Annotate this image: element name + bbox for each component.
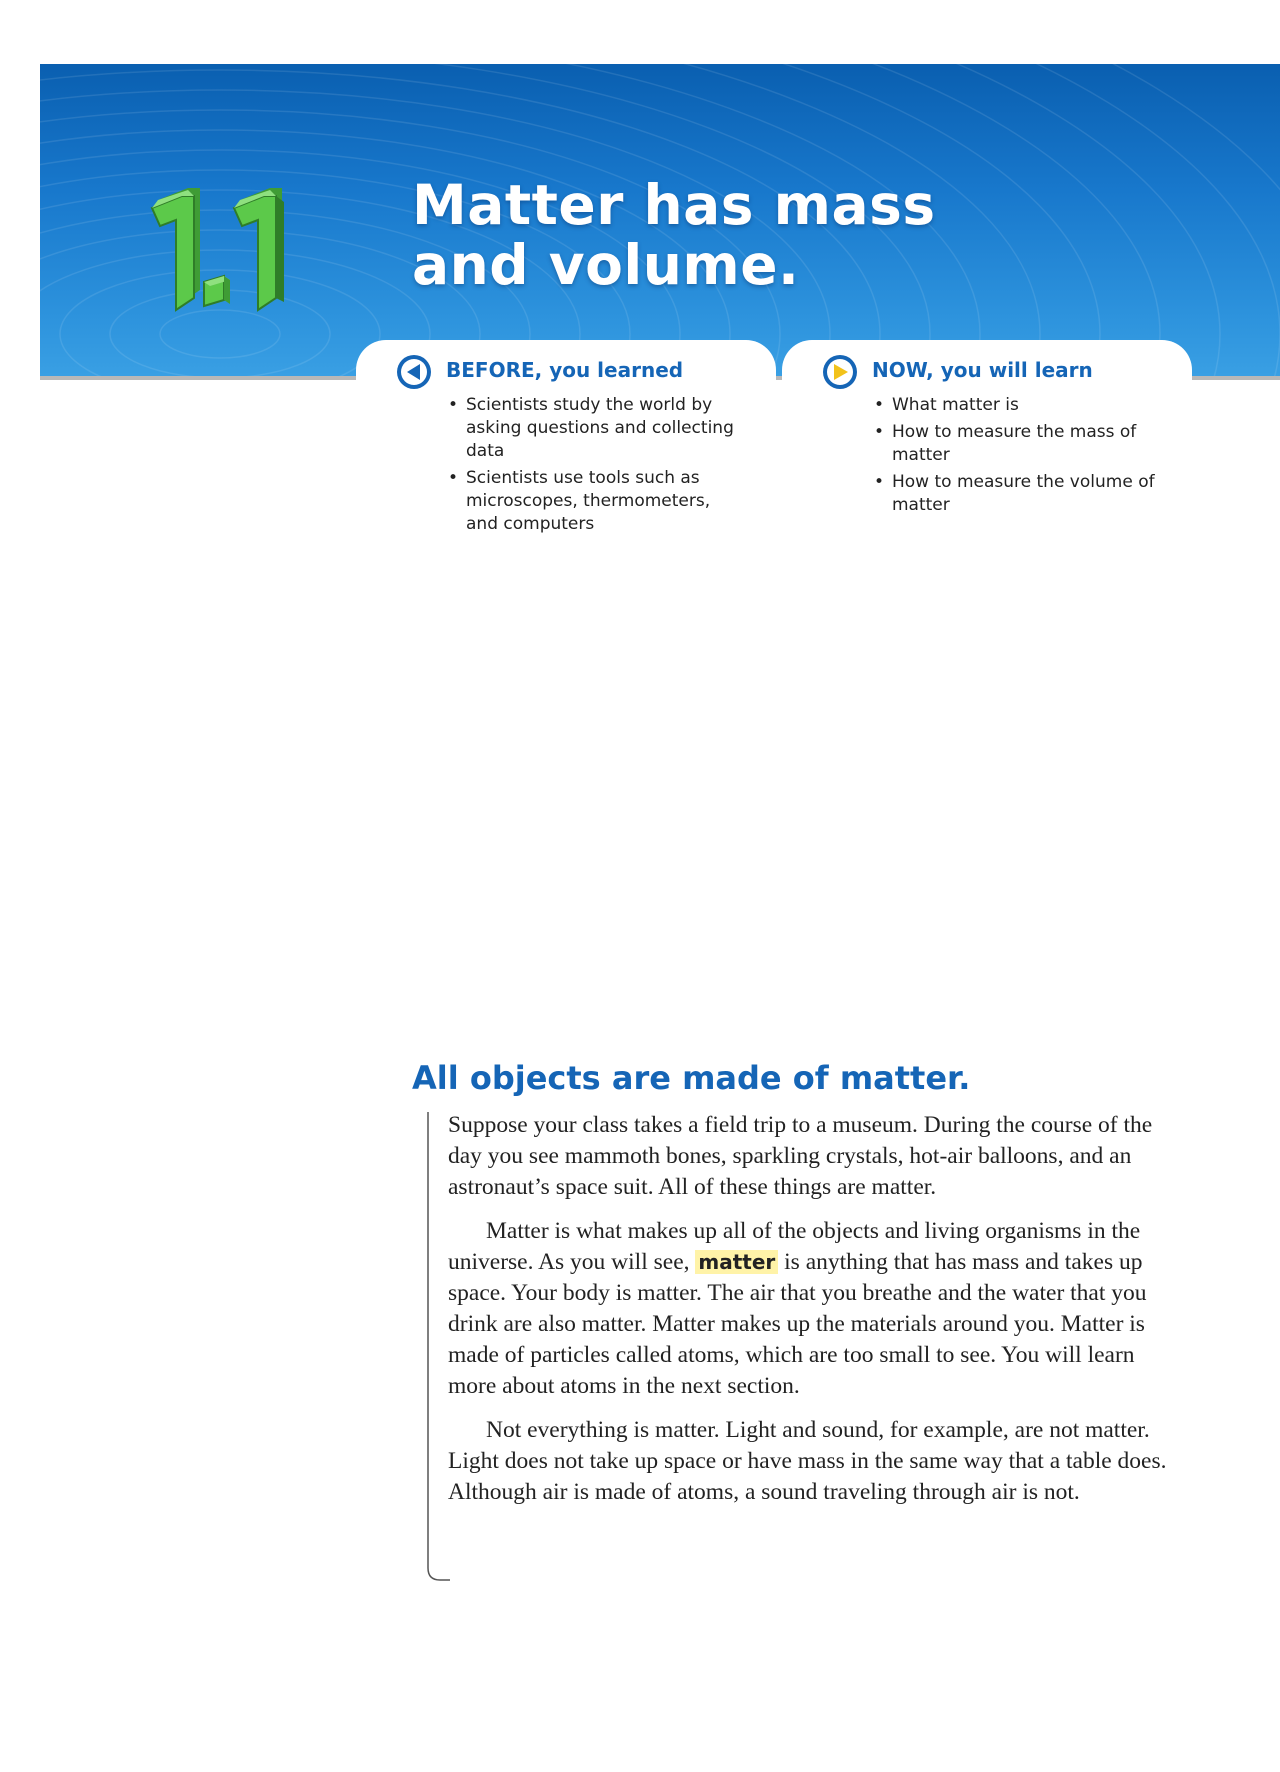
bullet: • <box>448 468 459 488</box>
now-list <box>874 394 1164 521</box>
now-heading-lead: NOW, <box>872 358 934 382</box>
list-item-text: How to measure the volume of matter <box>892 472 1155 515</box>
bullet: • <box>448 395 459 415</box>
bullet: • <box>874 395 885 415</box>
list-item <box>874 394 1164 417</box>
section-heading: All objects are made of matter. <box>412 1059 971 1097</box>
section-number-graphic <box>148 186 308 316</box>
paragraph-3: Not everything is matter. Light and sound, for example, are not matter. Light does not take up space or have mass in the same way that a table does. Although air is made of atoms, a sound traveling through air is not. <box>448 1417 1167 1505</box>
bullet: • <box>874 472 885 492</box>
list-item <box>448 394 738 463</box>
margin-bracket <box>426 1112 450 1582</box>
before-list <box>448 394 738 540</box>
list-item-text: How to measure the mass of matter <box>892 422 1137 465</box>
right-arrow-icon <box>822 354 858 390</box>
now-heading-rest: you will learn <box>933 358 1093 382</box>
title-line-2: and volume. <box>412 233 800 297</box>
list-item <box>448 467 738 536</box>
paragraph-2-end: is anything that has mass and takes up space. Your body is matter. The air that you breathe and the water that you drink are also matter. Matter makes up the materials around you. Matter is made of particles called atoms, which are too small to see. You will learn more about atoms in the next section. <box>448 1249 1147 1399</box>
body-text <box>448 1110 1188 1521</box>
before-heading-rest: you learned <box>542 358 684 382</box>
now-heading <box>872 356 1093 384</box>
bullet: • <box>874 422 885 442</box>
title-line-1: Matter has mass <box>412 173 936 237</box>
list-item <box>874 471 1164 517</box>
list-item-text: What matter is <box>892 395 1019 415</box>
page-title <box>412 175 1012 295</box>
before-heading <box>446 356 683 384</box>
paragraph-1: Suppose your class takes a field trip to a museum. During the course of the day you see mammoth bones, sparkling crystals, hot-air balloons, and an astronaut’s space suit. All of these things are matter. <box>448 1112 1153 1200</box>
list-item-text: Scientists study the world by asking questions and collecting data <box>466 395 734 461</box>
left-arrow-icon <box>396 354 432 390</box>
paragraph-2 <box>448 1216 1188 1402</box>
vocabulary-term-matter[interactable]: matter <box>695 1250 778 1274</box>
paragraph-2-start: Matter is what makes up all of the objects and living organisms in the universe. As you will see, <box>448 1218 1141 1275</box>
before-heading-lead: BEFORE, <box>446 358 543 382</box>
list-item <box>874 421 1164 467</box>
list-item-text: Scientists use tools such as microscopes, thermometers, and computers <box>466 468 711 534</box>
